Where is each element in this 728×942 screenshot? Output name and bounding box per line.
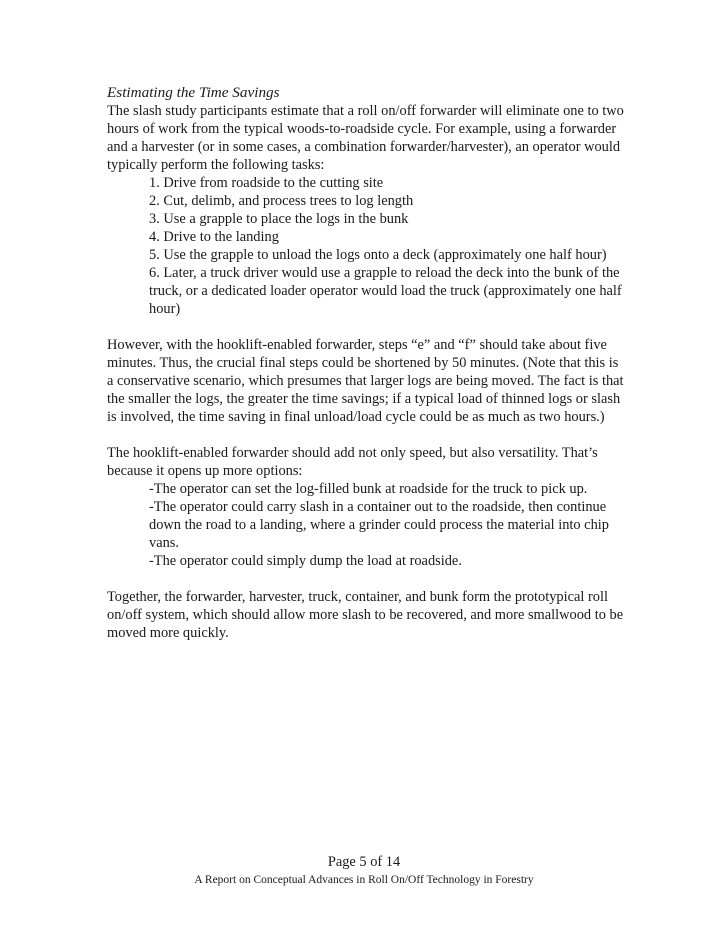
list-item: 6. Later, a truck driver would use a grapple to reload the deck into the bunk of the truck, or a dedicated loader operator would load the truck (approximately one half hour): [149, 265, 622, 317]
list-item: -The operator can set the log-filled bunk at roadside for the truck to pick up.: [149, 481, 588, 497]
together-paragraph: Together, the forwarder, harvester, truck, container, and bunk form the prototypical roll on/off system, which should allow more slash to be recovered, and more smallwood to be moved more quickly.: [107, 589, 624, 641]
list-item: -The operator could simply dump the load at roadside.: [149, 553, 462, 569]
task-steps-list: [107, 174, 627, 318]
section-heading: Estimating the Time Savings: [107, 84, 280, 101]
versatility-paragraph: The hooklift-enabled forwarder should add not only speed, but also versatility. That’s because it opens up more options:: [107, 445, 598, 479]
list-item: 1. Drive from roadside to the cutting site: [149, 175, 384, 191]
however-paragraph: However, with the hooklift-enabled forwarder, steps “e” and “f” should take about five minutes. Thus, the crucial final steps could be shortened by 50 minutes. (Note that this is a conservative scenario, which presumes that larger logs are being moved. The fact is that the smaller the logs, the greater the time savings; if a typical load of thinned logs or slash is involved, the time saving in final unload/load cycle could be as much as two hours.): [107, 337, 624, 425]
report-title-footer: A Report on Conceptual Advances in Roll On/Off Technology in Forestry: [194, 874, 534, 886]
page-body: [107, 84, 627, 642]
page-number: Page 5 of 14: [327, 854, 401, 870]
list-item: 5. Use the grapple to unload the logs onto a deck (approximately one half hour): [149, 247, 607, 263]
intro-paragraph: The slash study participants estimate that a roll on/off forwarder will eliminate one to two hours of work from the typical woods-to-roadside cycle. For example, using a forwarder and a harvester (or in some cases, a combination forwarder/harvester), an operator would typically perform the following tasks:: [107, 103, 624, 173]
list-item: 3. Use a grapple to place the logs in the bunk: [149, 211, 409, 227]
options-list: [107, 480, 627, 570]
list-item: 4. Drive to the landing: [149, 229, 279, 245]
list-item: 2. Cut, delimb, and process trees to log length: [149, 193, 414, 209]
list-item: -The operator could carry slash in a container out to the roadside, then continue down the road to a landing, where a grinder could process the material into chip vans.: [149, 499, 609, 551]
